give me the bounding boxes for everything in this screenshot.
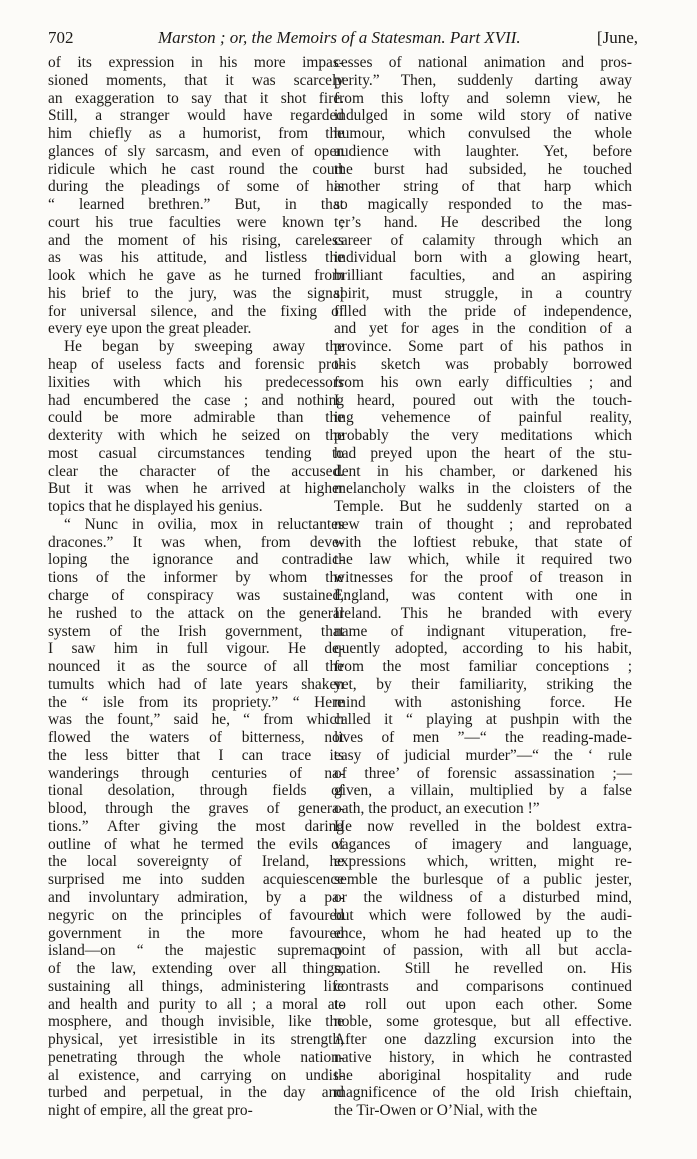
text-line: most casual circumstances tending to — [48, 444, 344, 462]
text-line: expressions which, written, might re- — [334, 853, 632, 871]
text-line: magnificence of the old Irish chieftain, — [334, 1084, 632, 1102]
text-line: the law which, while it required two — [334, 551, 632, 569]
text-line: could be more admirable than the — [48, 409, 344, 427]
text-line: semble the burlesque of a public jester, — [334, 871, 632, 889]
text-line: or the wildness of a disturbed mind, — [334, 888, 632, 906]
text-line: charge of conspiracy was sustained, — [48, 586, 344, 604]
text-line: cesses of national animation and pros- — [334, 54, 632, 71]
text-line: indulged in some wild story of native — [334, 107, 632, 125]
text-line: but which were followed by the audi- — [334, 906, 632, 924]
text-line: tions of the informer by whom the — [48, 569, 344, 587]
text-line: heap of useless facts and forensic pro- — [48, 356, 344, 374]
text-line: clear the character of the accused. — [48, 462, 344, 480]
text-line: an exaggeration to say that it shot fire. — [48, 89, 344, 107]
text-line: physical, yet irresistible in its strength, — [48, 1031, 344, 1049]
text-line: penetrating through the whole nation- — [48, 1048, 344, 1066]
text-line: government in the more favoured — [48, 924, 344, 942]
running-header — [48, 28, 638, 50]
text-line: night of empire, all the great pro- — [48, 1102, 253, 1120]
text-line: lives of men ”—“ the reading-made- — [334, 729, 632, 747]
running-title: Marston ; or, the Memoirs of a Statesman. Part XVII. — [158, 28, 521, 47]
text-line: tional desolation, through fields of — [48, 782, 344, 800]
text-line: al existence, and carrying on undis- — [48, 1066, 344, 1084]
text-line: the burst had subsided, he touched — [334, 160, 632, 178]
text-line: and involuntary admiration, by a pa- — [48, 888, 344, 906]
text-line: individual born with a glowing heart, — [334, 249, 632, 267]
text-line: and yet for ages in the condition of a — [334, 320, 632, 338]
text-line: had preyed upon the heart of the stu- — [334, 444, 632, 462]
text-line: “ learned brethren.” But, in that — [48, 196, 344, 214]
text-line: career of calamity through which an — [334, 231, 632, 249]
text-line: another string of that harp which — [334, 178, 632, 196]
text-line: him chiefly as a humorist, from the — [48, 125, 344, 143]
left-column — [48, 54, 344, 1120]
text-line: and health and purity to all ; a moral at- — [48, 995, 344, 1013]
text-line: ter’s hand. He described the long — [334, 213, 632, 231]
text-line: flowed the waters of bitterness, not — [48, 729, 344, 747]
issue-date: [June, — [596, 28, 638, 47]
text-line: for universal silence, and the fixing of — [48, 302, 344, 320]
text-line: as was his attitude, and listless the — [48, 249, 344, 267]
text-line: of its expression in his more impas- — [48, 54, 344, 71]
text-line: with the loftiest rebuke, that state of — [334, 533, 632, 551]
text-line: of three’ of forensic assassination ;— — [334, 764, 632, 782]
text-line: from the most familiar conceptions ; — [334, 658, 632, 676]
text-line: his brief to the jury, was the signal — [48, 284, 344, 302]
right-column — [334, 54, 632, 1120]
text-line: He began by sweeping away the — [64, 338, 344, 356]
text-line: glances of sly sarcasm, and even of open — [48, 142, 344, 160]
text-line: system of the Irish government, that — [48, 622, 344, 640]
text-line: dexterity with which he seized on the — [48, 427, 344, 445]
text-line: ing vehemence of painful reality, — [334, 409, 632, 427]
text-line: point of passion, with all but accla- — [334, 942, 632, 960]
text-line: name of indignant vituperation, fre- — [334, 622, 632, 640]
text-line: witnesses for the proof of treason in — [334, 569, 632, 587]
text-line: to roll out upon each other. Some — [334, 995, 632, 1013]
text-line: province. Some part of his pathos in — [334, 338, 632, 356]
text-line: contrasts and comparisons continued — [334, 977, 632, 995]
text-line: dracones.” It was when, from deve- — [48, 533, 344, 551]
text-line: But it was when he arrived at higher — [48, 480, 344, 498]
text-line: filled with the pride of independence, — [334, 302, 632, 320]
text-line: Still, a stranger would have regarded — [48, 107, 344, 125]
text-line: tions.” After giving the most daring — [48, 817, 344, 835]
text-line: I heard, poured out with the touch- — [334, 391, 632, 409]
text-line: oath, the product, an execution !” — [334, 800, 540, 818]
text-line: lixities with which his predecessors — [48, 373, 344, 391]
text-line: audience with laughter. Yet, before — [334, 142, 632, 160]
text-line: tumults which had of late years shaken — [48, 675, 344, 693]
text-line: the Tir-Owen or O’Nial, with the — [334, 1102, 538, 1120]
text-line: island—on “ the majestic supremacy — [48, 942, 344, 960]
text-line: spirit, must struggle, in a country — [334, 284, 632, 302]
text-line: easy of judicial murder”—“ the ‘ rule — [334, 746, 632, 764]
text-line: “ Nunc in ovilia, mox in reluctantes — [64, 515, 344, 533]
text-line: mind with astonishing force. He — [334, 693, 632, 711]
text-line: probably the very meditations which — [334, 427, 632, 445]
text-line: native history, in which he contrasted — [334, 1048, 632, 1066]
text-line: ridicule which he cast round the court — [48, 160, 344, 178]
text-line: blood, through the graves of genera- — [48, 800, 344, 818]
text-line: nounced it as the source of all the — [48, 658, 344, 676]
text-line: look which he gave as he turned from — [48, 267, 344, 285]
text-line: of the law, extending over all things, — [48, 960, 344, 978]
text-line: wanderings through centuries of na- — [48, 764, 344, 782]
page-number: 702 — [48, 28, 74, 47]
text-line: noble, some grotesque, but all effective. — [334, 1013, 632, 1031]
text-line: Ireland. This he branded with every — [334, 604, 632, 622]
text-line: the “ isle from its propriety.” “ Here — [48, 693, 344, 711]
text-line: I saw him in full vigour. He de- — [48, 640, 344, 658]
text-line: was the fount,” said he, “ from which — [48, 711, 344, 729]
text-line: vagances of imagery and language, — [334, 835, 632, 853]
text-line: from his own early difficulties ; and — [334, 373, 632, 391]
text-line: he rushed to the attack on the general — [48, 604, 344, 622]
text-line: quently adopted, according to his habit, — [334, 640, 632, 658]
text-line: the local sovereignty of Ireland, he — [48, 853, 344, 871]
text-line: court his true faculties were known ; — [48, 213, 344, 231]
text-line: After one dazzling excursion into the — [334, 1031, 632, 1049]
text-line: called it “ playing at pushpin with the — [334, 711, 632, 729]
text-line: and the moment of his rising, careless — [48, 231, 344, 249]
text-line: turbed and perpetual, in the day and — [48, 1084, 344, 1102]
text-line: surprised me into sudden acquiescence — [48, 871, 344, 889]
text-line: perity.” Then, suddenly darting away — [334, 71, 632, 89]
text-line: topics that he displayed his genius. — [48, 498, 263, 516]
text-line: sustaining all things, administering life — [48, 977, 344, 995]
text-line: sioned moments, that it was scarcely — [48, 71, 344, 89]
text-line: the less bitter that I can trace its — [48, 746, 344, 764]
text-line: mosphere, and though invisible, like the — [48, 1013, 344, 1031]
text-line: mation. Still he revelled on. His — [334, 960, 632, 978]
text-line: dent in his chamber, or darkened his — [334, 462, 632, 480]
text-line: during the pleadings of some of his — [48, 178, 344, 196]
text-line: given, a villain, multiplied by a false — [334, 782, 632, 800]
text-line: He now revelled in the boldest extra- — [334, 817, 632, 835]
text-line: humour, which convulsed the whole — [334, 125, 632, 143]
text-line: melancholy walks in the cloisters of the — [334, 480, 632, 498]
text-line: outline of what he termed the evils of — [48, 835, 344, 853]
text-line: Temple. But he suddenly started on a — [334, 498, 632, 516]
text-line: loping the ignorance and contradic- — [48, 551, 344, 569]
text-line: from this lofty and solemn view, he — [334, 89, 632, 107]
text-line: every eye upon the great pleader. — [48, 320, 252, 338]
text-line: this sketch was probably borrowed — [334, 356, 632, 374]
text-line: brilliant faculties, and an aspiring — [334, 267, 632, 285]
text-line: yet, by their familiarity, striking the — [334, 675, 632, 693]
text-line: England, was content with one in — [334, 586, 632, 604]
text-line: ence, whom he had heated up to the — [334, 924, 632, 942]
text-line: new train of thought ; and reprobated — [334, 515, 632, 533]
text-line: negyric on the principles of favoured — [48, 906, 344, 924]
text-line: had encumbered the case ; and nothing — [48, 391, 344, 409]
text-line: the aboriginal hospitality and rude — [334, 1066, 632, 1084]
text-line: so magically responded to the mas- — [334, 196, 632, 214]
